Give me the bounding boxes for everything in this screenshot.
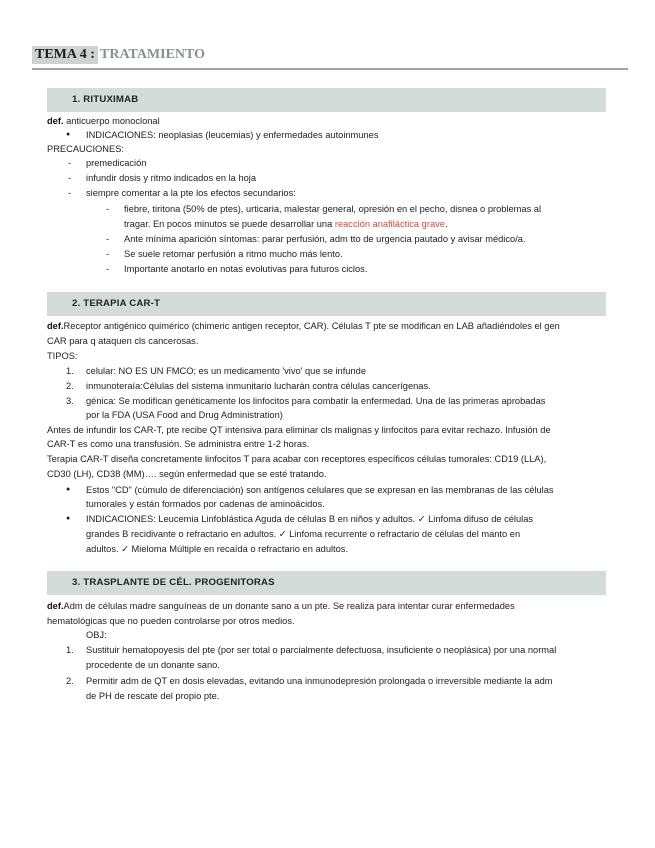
- bullet-icon: ●: [66, 515, 71, 522]
- definition-line: CAR para q ataquen cls cancerosas.: [47, 336, 199, 346]
- dash-marker: -: [106, 234, 110, 244]
- tipos-label: TIPOS:: [47, 351, 78, 361]
- cd-note: tumorales y están formados por cadenas de aminoácidos.: [86, 499, 325, 509]
- dash-marker: -: [106, 204, 110, 214]
- side-effects-line: Importante anotarlo en notas evolutivas para futuros ciclos.: [124, 264, 368, 274]
- list-number: 3.: [66, 396, 74, 406]
- definition-line: hematológicas que no pueden controlarse por otros medios.: [47, 616, 295, 626]
- paragraph-line: CD30 (LH), CD38 (MM)…. según enfermedad que se esté tratando.: [47, 469, 327, 479]
- topic-number: TEMA 4 :: [32, 46, 98, 64]
- def-text: Adm de células madre sanguíneas de un donante sano a un pte. Se realiza para intentar curar enfermedades: [63, 601, 515, 611]
- indicaciones-text: INDICACIONES: Leucemia Linfoblástica Aguda de células B en niños y adultos. ✓ Linfoma difuso de células: [86, 514, 534, 524]
- objective-item: Permitir adm de QT en dosis elevadas, evitando una inmunodepresión prolongada o irreversible mediante la adm: [86, 676, 553, 686]
- section-heading-car-t: [47, 292, 606, 316]
- obj-label: OBJ:: [86, 630, 107, 640]
- list-number: 2.: [66, 381, 74, 391]
- objective-item: Sustituir hematopoyesis del pte (por ser total o parcialmente defectuosa, insuficiente o neoplásica) por una normal: [86, 645, 557, 655]
- definition-line: [47, 320, 560, 332]
- section-heading-label: 1. RITUXIMAB: [72, 94, 139, 105]
- list-number: 1.: [66, 645, 74, 655]
- tipo-item: inmunoteraía:Células del sistema inmunitario lucharán contra células cancerígenas.: [86, 381, 431, 391]
- cd-note: Estos "CD" (cúmulo de diferenciación) son antígenos celulares que se expresan en las membranas de las células: [86, 485, 554, 495]
- list-number: 1.: [66, 366, 74, 376]
- dash-marker: -: [68, 173, 72, 183]
- dash-marker: -: [106, 264, 110, 274]
- page-title: [32, 44, 628, 70]
- def-text: Receptor antigénico quimérico (chimeric antigen receptor, CAR). Células T pte se modifican en LAB añadiéndoles el gen: [63, 321, 560, 331]
- paragraph-line: CAR-T es como una transfusión. Se administra entre 1-2 horas.: [47, 439, 310, 449]
- paragraph-line: Terapia CAR-T diseña concretamente linfocitos T para acabar con receptores específicos células tumorales: CD19 (LLA),: [47, 454, 547, 464]
- def-label: def.: [47, 116, 64, 126]
- topic-title: TRATAMIENTO: [100, 47, 206, 62]
- list-number: 2.: [66, 676, 74, 686]
- tipo-item: génica: Se modifican genéticamente los linfocitos para combatir la enfermedad. Una de las primeras aprobadas: [86, 396, 546, 406]
- tipo-item: celular: NO ES UN FMCO; es un medicamento 'vivo' que se infunde: [86, 366, 366, 376]
- indicaciones-text: INDICACIONES: neoplasias (leucemias) y enfermedades autoinmunes: [86, 130, 379, 140]
- objective-item: de PH de rescate del propio pte.: [86, 691, 220, 701]
- side-effects-line: fiebre, tiritona (50% de ptes), urticaria, malestar general, opresión en el pecho, disnea o problemas al: [124, 204, 542, 214]
- bullet-icon: ●: [66, 131, 71, 138]
- side-effects-line: Ante mínima aparición síntomas: parar perfusión, adm tto de urgencia pautado y avisar médico/a.: [124, 234, 526, 244]
- section-heading-rituximab: [47, 88, 606, 112]
- precaution-item: infundir dosis y ritmo indicados en la hoja: [86, 173, 257, 183]
- precaution-item: premedicación: [86, 158, 147, 168]
- dash-marker: -: [68, 158, 72, 168]
- section-heading-trasplante: [47, 571, 606, 595]
- precaution-item: siempre comentar a la pte los efectos secundarios:: [86, 188, 296, 198]
- paragraph-line: Antes de infundir los CAR-T, pte recibe QT intensiva para eliminar cls malignas y linfocitos para evitar rechazo. Infusión de: [47, 425, 551, 435]
- section-heading-label: 3. TRASPLANTE DE CÉL. PROGENITORAS: [72, 577, 275, 588]
- def-label: def.: [47, 601, 64, 611]
- objective-item: procedente de un donante sano.: [86, 660, 220, 670]
- anaphylaxis-warning: reacción anafiláctica grave: [334, 219, 445, 229]
- bullet-icon: ●: [66, 486, 71, 493]
- definition-line: [47, 115, 160, 127]
- indicaciones-text: grandes B recidivante o refractario en adultos. ✓ Linfoma recurrente o refractario de células del manto en: [86, 529, 521, 539]
- tipo-item: por la FDA (USA Food and Drug Administration): [86, 410, 283, 420]
- indicaciones-text: adultos. ✓ Mieloma Múltiple en recaída o refractario en adultos.: [86, 544, 349, 554]
- def-text: anticuerpo monoclonal: [63, 116, 160, 126]
- side-effects-line: Se suele retomar perfusión a ritmo mucho más lento.: [124, 249, 343, 259]
- def-label: def.: [47, 321, 64, 331]
- side-effects-line: tragar. En pocos minutos se puede desarrollar una reacción anafiláctica grave.: [124, 219, 448, 229]
- dash-marker: -: [68, 188, 72, 198]
- section-heading-label: 2. TERAPIA CAR-T: [72, 298, 161, 309]
- precauciones-label: PRECAUCIONES:: [47, 144, 124, 154]
- dash-marker: -: [106, 249, 110, 259]
- definition-line: [47, 600, 515, 612]
